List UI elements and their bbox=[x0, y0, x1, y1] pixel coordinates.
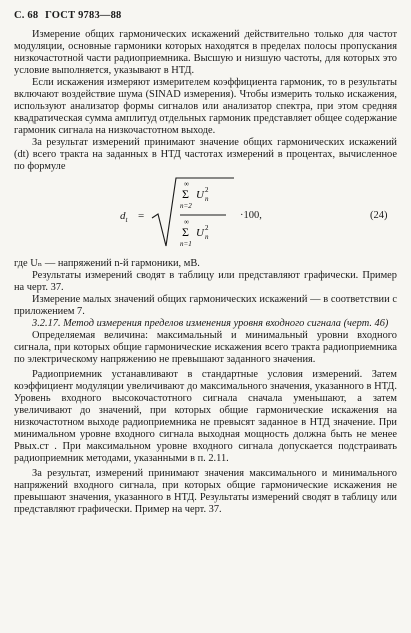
formula-multiplier: ·100, bbox=[240, 210, 262, 221]
den-sum-lower: n=1 bbox=[180, 240, 192, 248]
formula-radical bbox=[14, 176, 397, 254]
num-term: U bbox=[196, 189, 204, 201]
paragraph-6: Определяемая величина: максимальный и минимальный уровни входного сигнала, при которых общие гармонические искажения всего тракта радиоприемника по электрическому напряжению не превышают заданного значения. bbox=[14, 330, 397, 365]
section-heading-3-2-17: 3.2.17. Метод измерения пределов изменения уровня входного сигнала (черт. 46) bbox=[32, 318, 389, 329]
formula-24 bbox=[14, 176, 397, 254]
standard-designation: ГОСТ 9783—88 bbox=[45, 10, 122, 21]
num-sum-lower: n=2 bbox=[180, 202, 192, 210]
den-term: U bbox=[196, 227, 204, 239]
document-body bbox=[14, 29, 397, 516]
formula-number: (24) bbox=[370, 210, 388, 221]
den-term-sub: n bbox=[205, 233, 209, 241]
page-header bbox=[14, 10, 122, 21]
num-sum-symbol: Σ bbox=[182, 187, 189, 201]
formula-equals: = bbox=[138, 210, 145, 222]
paragraph-7: Радиоприемник устанавливают в стандартные условия измерений. Затем коэффициент модуляции увеличивают до максимального значения, указанного в НТД. Уровень входного высокочастотного сигнала сначала уменьшают, а затем увеличивают до значений, при которых общие гармонические искажения на низкочастотном выходе радиоприемника не превысят заданное в НТД значение. При минимальном уровне входного сигнала выходная мощность должна быть не менее Pвых.ст . При максимальном уровне входного сигнала допускается подстраивать радиоприемник методами, указанными в п. 2.11. bbox=[14, 369, 397, 464]
paragraph-2: Если искажения измеряют измерителем коэффициента гармоник, то в результаты включают воздействие шума (SINAD измерения). Чтобы измерить только искажения, используют анализатор формы сигналов или анализатор спектра, при этом средняя квадратическая сумма амплитуд отдельных гармоник представляет общее содержание гармоник сигнала на низкочастотном выходе. bbox=[14, 77, 397, 136]
paragraph-5: Измерение малых значений общих гармонических искажений — в соответствии с приложением 7. bbox=[14, 294, 397, 317]
formula-lhs: $d_t$ bbox=[120, 210, 128, 225]
den-sum-top: ∞ bbox=[184, 218, 189, 226]
paragraph-3: За результат измерений принимают значение общих гармонических искажений (dt) всего тракта на заданных в НТД частотах измерений в процентах, вычисленное по формуле bbox=[14, 137, 397, 172]
num-term-sub: n bbox=[205, 195, 209, 203]
paragraph-8: За результат, измерений принимают значения максимального и минимального напряжений входного сигнала, при которых общие гармонические искажения не превышают значения, указанного в НТД. Результаты измерений сводят в таблицу или представляют графически. Пример на черт. 37. bbox=[14, 468, 397, 515]
num-term-sup: 2 bbox=[205, 186, 209, 194]
page-number: С. 68 bbox=[14, 10, 39, 21]
paragraph-1: Измерение общих гармонических искажений действительно только для частот модуляции, основные гармоники которых находятся в пределах полосы пропускания низкочастотной части радиоприемника. Высшую и низшую частоты, для которых это условие выполняется, указывают в НТД. bbox=[14, 29, 397, 76]
paragraph-4: Результаты измерений сводят в таблицу или представляют графически. Пример на черт. 37. bbox=[14, 270, 397, 293]
num-sum-top: ∞ bbox=[184, 180, 189, 188]
den-term-sup: 2 bbox=[205, 224, 209, 232]
formula-legend: где Uₙ — напряжений n-й гармоники, мВ. bbox=[14, 258, 200, 269]
den-sum-symbol: Σ bbox=[182, 225, 189, 239]
